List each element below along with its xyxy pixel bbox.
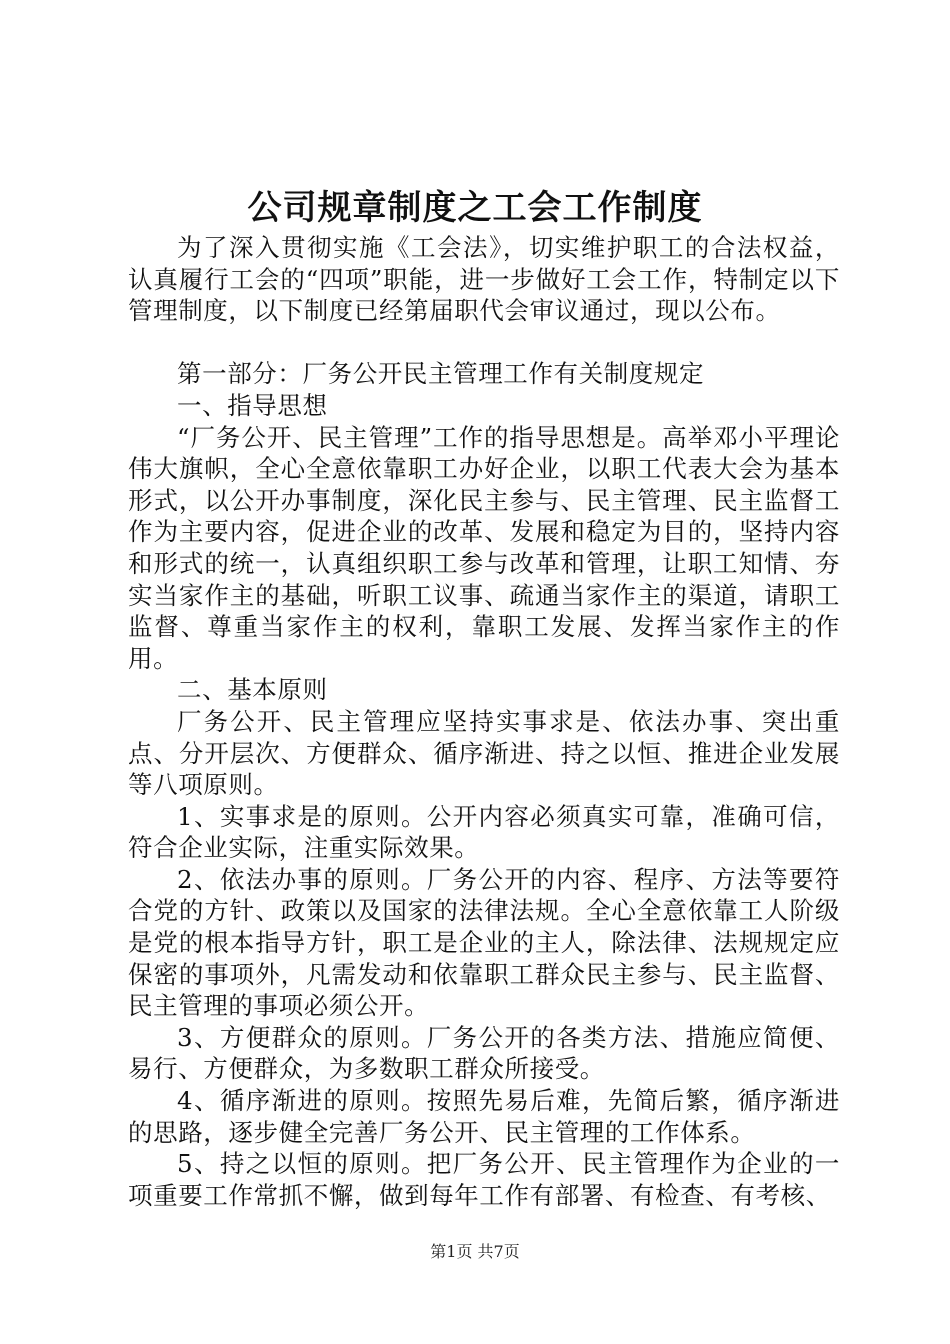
document-body [128,232,840,1211]
intro-paragraph: 为了深入贯彻实施《工会法》，切实维护职工的合法权益，认真履行工会的“四项”职能，进一步做好工会工作，特制定以下管理制度，以下制度已经第届职代会审议通过，现以公布。 [128,233,840,326]
page-number-footer: 第1页 共7页 [430,1242,520,1261]
section-heading-guiding-thought: 一、指导思想 [177,390,328,420]
principles-summary-paragraph: 厂务公开、民主管理应坚持实事求是、依法办事、突出重点、分开层次、方便群众、循序渐进、持之以恒、推进企业发展等八项原则。 [128,706,840,800]
principle-item-3: 3、方便群众的原则。厂务公开的各类方法、措施应简便、易行、方便群众，为多数职工群众所接受。 [128,1022,840,1084]
guiding-thought-paragraph: “厂务公开、民主管理”工作的指导思想是。高举邓小平理论伟大旗帜，全心全意依靠职工办好企业，以职工代表大会为基本形式，以公开办事制度，深化民主参与、民主管理、民主监督工作为主要内容，促进企业的改革、发展和稳定为目的，坚持内容和形式的统一，认真组织职工参与改革和管理，让职工知情、夯实当家作主的基础，听职工议事、疏通当家作主的渠道，请职工监督、尊重当家作主的权利，靠职工发展、发挥当家作主的作用。 [128,422,840,673]
principle-item-4: 4、循序渐进的原则。按照先易后难，先简后繁，循序渐进的思路，逐步健全完善厂务公开、民主管理的工作体系。 [128,1086,840,1147]
part-heading: 第一部分：厂务公开民主管理工作有关制度规定 [177,359,705,389]
document-title: 公司规章制度之工会工作制度 [247,188,703,228]
principle-item-5: 5、持之以恒的原则。把厂务公开、民主管理作为企业的一项重要工作常抓不懈，做到每年工作有部署、有检查、有考核、 [128,1149,840,1210]
principle-item-1: 1、实事求是的原则。公开内容必须真实可靠，准确可信，符合企业实际，注重实际效果。 [128,801,840,863]
section-heading-basic-principles: 二、基本原则 [177,675,328,705]
paragraph-spacer [128,327,840,359]
principle-item-2: 2、依法办事的原则。厂务公开的内容、程序、方法等要符合党的方针、政策以及国家的法律法规。全心全意依靠工人阶级是党的根本指导方针，职工是企业的主人，除法律、法规规定应保密的事项外，凡需发动和依靠职工群众民主参与、民主监督、民主管理的事项必须公开。 [128,864,840,1021]
